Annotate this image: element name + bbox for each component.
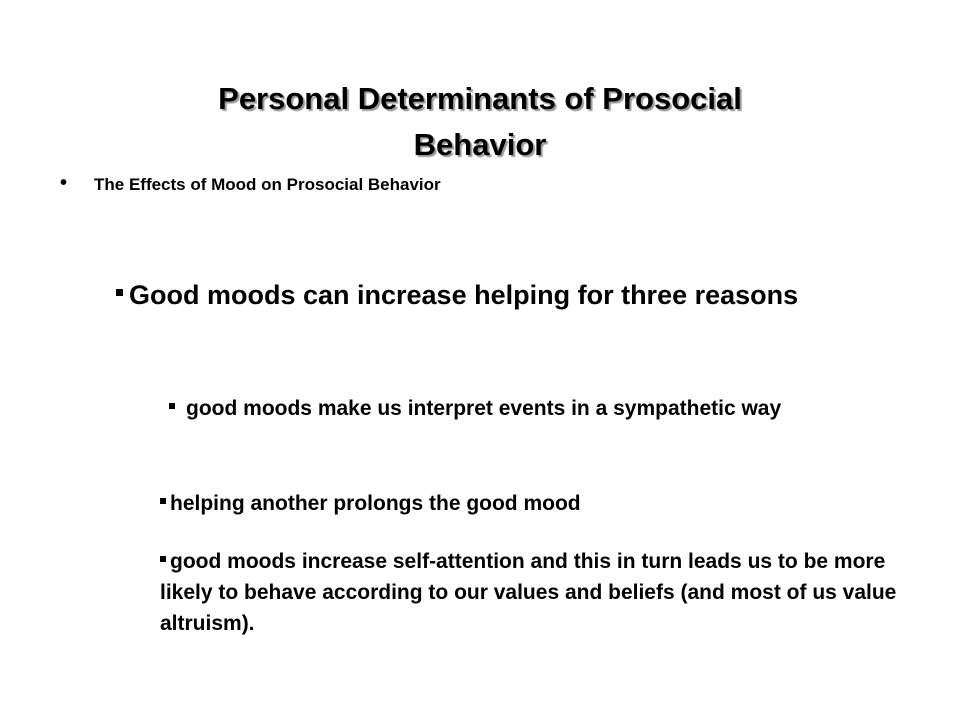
square-bullet-icon <box>160 498 166 504</box>
reason-item <box>160 393 900 424</box>
reason-text: helping another prolongs the good mood <box>170 492 581 515</box>
slide-title: Personal Determinants of Prosocial Behavior <box>218 81 742 162</box>
reason-text: good moods make us interpret events in a sympathetic way <box>186 397 782 420</box>
reason-item <box>160 488 900 519</box>
sub-point <box>116 276 836 315</box>
square-bullet-icon <box>160 556 166 562</box>
bullet-text: The Effects of Mood on Prosocial Behavior <box>94 175 441 194</box>
reason-text: good moods increase self-attention and this in turn leads us to be more likely to behave according to our values and beliefs (and most of us value altruism). <box>160 550 897 635</box>
sub-point-text: Good moods can increase helping for three reasons <box>129 280 799 310</box>
square-bullet-icon <box>116 289 123 296</box>
square-bullet-icon <box>169 403 175 409</box>
reason-item <box>160 546 900 639</box>
bullet-marker: • <box>60 172 68 194</box>
